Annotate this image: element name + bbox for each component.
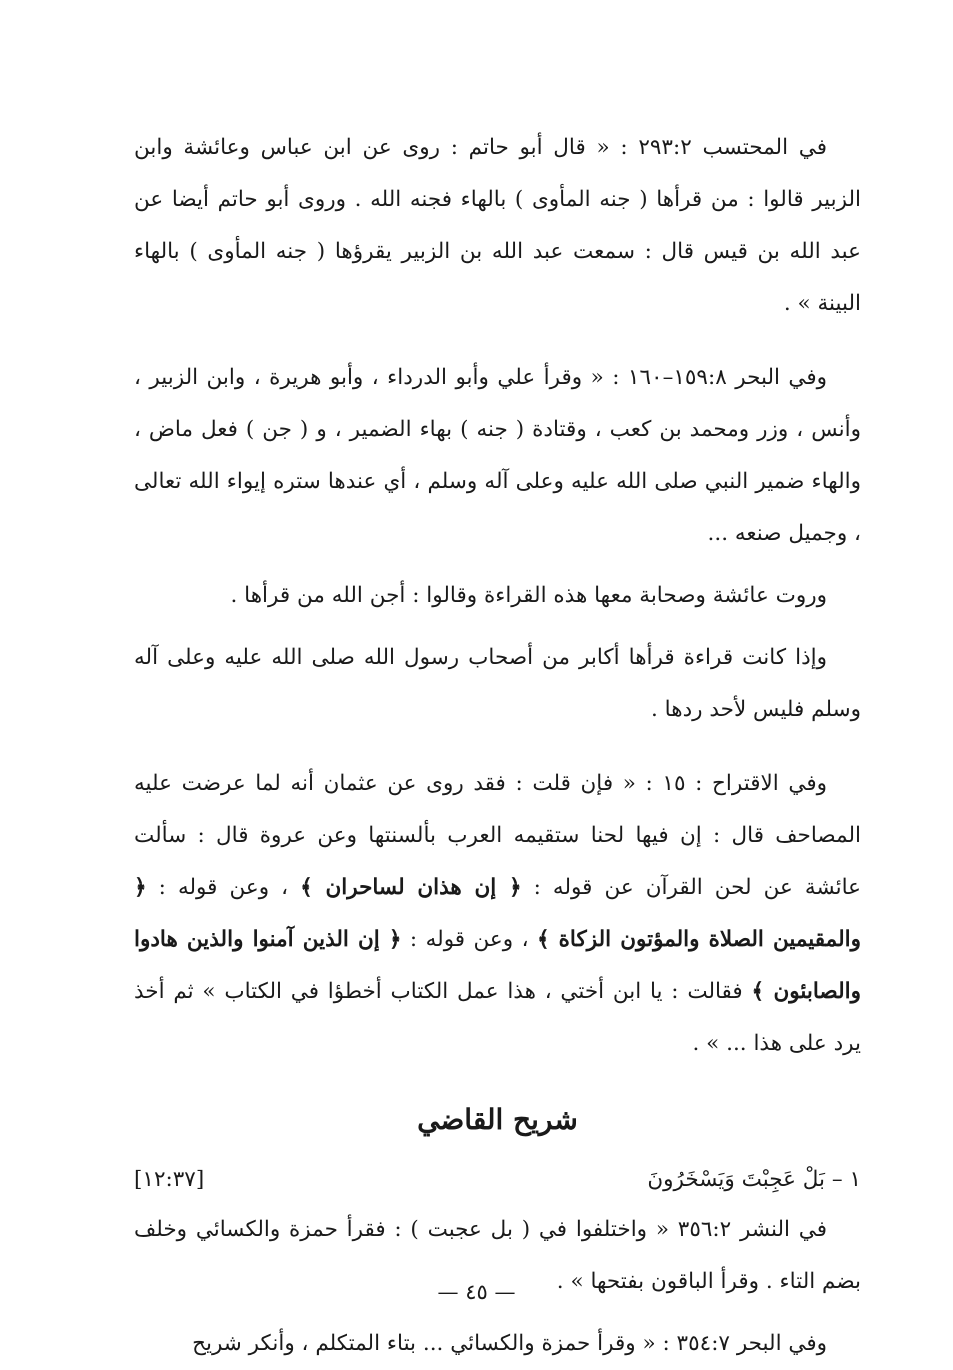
quran-verse-sabiun: ﴿ إن الذين آمنوا والذين هادوا والصابئون ﴾ [134,927,861,1004]
paragraph-bahr-1: وفي البحر ١٥٩:٨–١٦٠ : « وقرأ علي وأبو الدرداء ، وأبو هريرة ، وابن الزبير ، وأنس ، وزر ومحمد بن كعب ، وقتادة ( جنه ) بهاء الضمير ، و ( جن ) فعل ماض ، والهاء ضمير النبي صلى الله عليه وعلى آله وسلم ، أي عندها ستره إيواء الله تعالى ، وجميل صنعه ... [134,365,861,546]
paragraph-akabir: وإذا كانت قراءة قرأها أكابر من أصحاب رسول الله صلى الله عليه وعلى آله وسلم فليس لأحد ردها . [134,645,861,722]
verse-reference: [١٢:٣٧] [134,1167,205,1192]
entry-verse: ١ – بَلْ عَجِبْتَ وَيَسْخَرُونَ [647,1167,861,1192]
entry-line [134,1154,861,1204]
iqtirah-text-1: وفي الاقتراح : ١٥ : « فإن قلت : فقد روى عن عثمان أنه لما عرضت عليه المصاحف قال : إن فيها لحنا ستقيمه العرب بألسنتها وعن عروة قال : سألت عائشة عن لحن القرآن عن قوله : [134,771,861,900]
section-heading: شريح القاضي [417,1103,578,1136]
page-number: — ٤٥ — [437,1280,516,1304]
paragraph-iqtirah [134,758,861,1070]
quran-verse-sahiran: ﴿ إن هذان لساحران ﴾ [300,875,522,900]
iqtirah-text-2: ، وعن قوله : [146,875,301,900]
paragraph-bahr-2: وفي البحر ٣٥٤:٧ : « وقرأ حمزة والكسائي ... بتاء المتكلم ، وأنكر شريح [192,1331,827,1356]
paragraph-muhtasib: في المحتسب ٢٩٣:٢ : « قال أبو حاتم : روى عن ابن عباس وعائشة وابن الزبير قالوا : من قرأها ( جنه المأوى ) بالهاء فجنه الله . وروى أبو حاتم أيضا عن عبد الله بن قيس قال : سمعت عبد الله بن الزبير يقرؤها ( جنه المأوى ) بالهاء البينة » . [134,135,861,316]
paragraph-nashr: في النشر ٣٥٦:٢ « واختلفوا في ( بل عجبت ) : فقرأ حمزة والكسائي وخلف بضم التاء . وقرأ الباقون بفتحها » . [134,1217,861,1294]
page-body [134,122,861,1370]
quran-verse-muqimin: ﴿ والمقيمين الصلاة والمؤتون الزكاة ﴾ [134,875,861,952]
iqtirah-text-4: فقالت : يا ابن أختي ، هذا عمل الكتاب أخطؤا في الكتاب » ثم أخذ يرد على هذا ... » . [134,979,861,1056]
iqtirah-text-3: ، وعن قوله : [401,927,537,952]
paragraph-aisha: وروت عائشة وصحابة معها هذه القراءة وقالوا : أجن الله من قرأها . [230,583,827,608]
